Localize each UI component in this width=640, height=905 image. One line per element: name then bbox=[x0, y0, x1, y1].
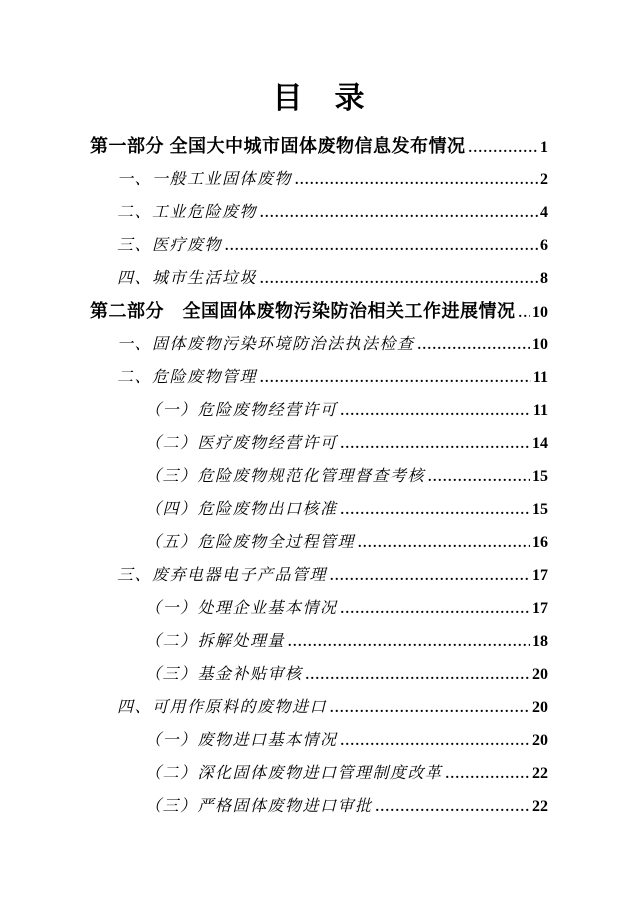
toc-leader-dots bbox=[330, 560, 530, 593]
toc-entry bbox=[90, 361, 548, 394]
toc-entry-label: （二）深化固体废物进口管理制度改革 bbox=[145, 765, 443, 782]
toc-entry-page: 20 bbox=[532, 666, 548, 683]
toc-entry bbox=[90, 559, 548, 592]
toc-entry-page: 15 bbox=[532, 468, 548, 485]
toc-list bbox=[90, 130, 548, 823]
toc-leader-dots bbox=[260, 197, 538, 230]
toc-entry bbox=[90, 592, 548, 625]
toc-leader-dots bbox=[418, 329, 530, 362]
toc-leader-dots bbox=[358, 527, 530, 560]
toc-title: 目 录 bbox=[272, 82, 366, 115]
toc-entry-page: 6 bbox=[540, 237, 548, 254]
toc-entry-label: （三）危险废物规范化管理督查考核 bbox=[145, 468, 426, 485]
toc-entry-label: （二）拆解处理量 bbox=[145, 633, 286, 650]
toc-entry-page: 17 bbox=[532, 567, 548, 584]
toc-leader-dots bbox=[428, 461, 530, 494]
toc-entry bbox=[90, 790, 548, 823]
toc-leader-dots bbox=[306, 659, 530, 692]
toc-entry-page: 1 bbox=[540, 139, 548, 156]
toc-entry bbox=[90, 493, 548, 526]
toc-entry bbox=[90, 460, 548, 493]
toc-leader-dots bbox=[519, 297, 531, 330]
toc-leader-dots bbox=[341, 494, 530, 527]
toc-entry-label: （一）废物进口基本情况 bbox=[145, 732, 338, 749]
toc-entry bbox=[90, 295, 548, 328]
toc-entry-label: （一）危险废物经营许可 bbox=[145, 402, 338, 419]
toc-entry-label: 第一部分 全国大中城市固体废物信息发布情况 bbox=[90, 136, 466, 156]
toc-entry-page: 10 bbox=[532, 336, 548, 353]
toc-entry-label: 二、工业危险废物 bbox=[117, 204, 258, 221]
toc-entry-page: 11 bbox=[532, 402, 548, 419]
toc-leader-dots bbox=[341, 593, 530, 626]
toc-entry bbox=[90, 163, 548, 196]
toc-entry-page: 18 bbox=[532, 633, 548, 650]
toc-leader-dots bbox=[341, 428, 530, 461]
toc-entry-label: （一）处理企业基本情况 bbox=[145, 600, 338, 617]
toc-leader-dots bbox=[225, 230, 538, 263]
toc-entry-page: 20 bbox=[532, 732, 548, 749]
toc-entry bbox=[90, 625, 548, 658]
toc-entry bbox=[90, 427, 548, 460]
toc-entry-label: 三、废弃电器电子产品管理 bbox=[117, 567, 328, 584]
toc-entry-page: 2 bbox=[540, 171, 548, 188]
toc-leader-dots bbox=[446, 758, 530, 791]
toc-leader-dots bbox=[330, 692, 530, 725]
toc-entry-page: 22 bbox=[532, 765, 548, 782]
toc-leader-dots bbox=[260, 362, 531, 395]
toc-entry-label: （五）危险废物全过程管理 bbox=[145, 534, 356, 551]
toc-entry bbox=[90, 130, 548, 163]
toc-entry bbox=[90, 262, 548, 295]
toc-leader-dots bbox=[376, 791, 530, 824]
toc-entry-label: 一、一般工业固体废物 bbox=[117, 171, 293, 188]
toc-entry-label: 二、危险废物管理 bbox=[117, 369, 258, 386]
toc-entry-page: 14 bbox=[532, 435, 548, 452]
toc-leader-dots bbox=[260, 263, 538, 296]
toc-leader-dots bbox=[341, 725, 530, 758]
toc-entry bbox=[90, 526, 548, 559]
toc-entry-page: 22 bbox=[532, 798, 548, 815]
toc-entry-page: 17 bbox=[532, 600, 548, 617]
toc-leader-dots bbox=[288, 626, 530, 659]
toc-entry-label: （三）严格固体废物进口审批 bbox=[145, 798, 373, 815]
toc-entry bbox=[90, 691, 548, 724]
toc-entry-page: 20 bbox=[532, 699, 548, 716]
toc-leader-dots bbox=[341, 395, 531, 428]
toc-leader-dots bbox=[469, 132, 539, 165]
toc-entry-label: （二）医疗废物经营许可 bbox=[145, 435, 338, 452]
toc-entry-page: 8 bbox=[540, 270, 548, 287]
toc-entry-label: 四、可用作原料的废物进口 bbox=[117, 699, 328, 716]
toc-entry bbox=[90, 724, 548, 757]
toc-entry bbox=[90, 757, 548, 790]
toc-entry bbox=[90, 394, 548, 427]
toc-entry-label: 一、固体废物污染环境防治法执法检查 bbox=[117, 336, 415, 353]
toc-entry-label: 第二部分 全国固体废物污染防治相关工作进展情况 bbox=[90, 301, 516, 321]
toc-leader-dots bbox=[295, 164, 538, 197]
toc-entry-page: 10 bbox=[532, 304, 548, 321]
toc-entry bbox=[90, 229, 548, 262]
toc-entry-label: （四）危险废物出口核准 bbox=[145, 501, 338, 518]
toc-entry bbox=[90, 328, 548, 361]
toc-entry-label: （三）基金补贴审核 bbox=[145, 666, 303, 683]
toc-entry-page: 16 bbox=[532, 534, 548, 551]
toc-entry bbox=[90, 196, 548, 229]
toc-entry-label: 四、城市生活垃圾 bbox=[117, 270, 258, 287]
toc-entry-page: 15 bbox=[532, 501, 548, 518]
toc-entry-page: 11 bbox=[532, 369, 548, 386]
toc-entry-label: 三、医疗废物 bbox=[117, 237, 223, 254]
toc-entry bbox=[90, 658, 548, 691]
toc-entry-page: 4 bbox=[540, 204, 548, 221]
